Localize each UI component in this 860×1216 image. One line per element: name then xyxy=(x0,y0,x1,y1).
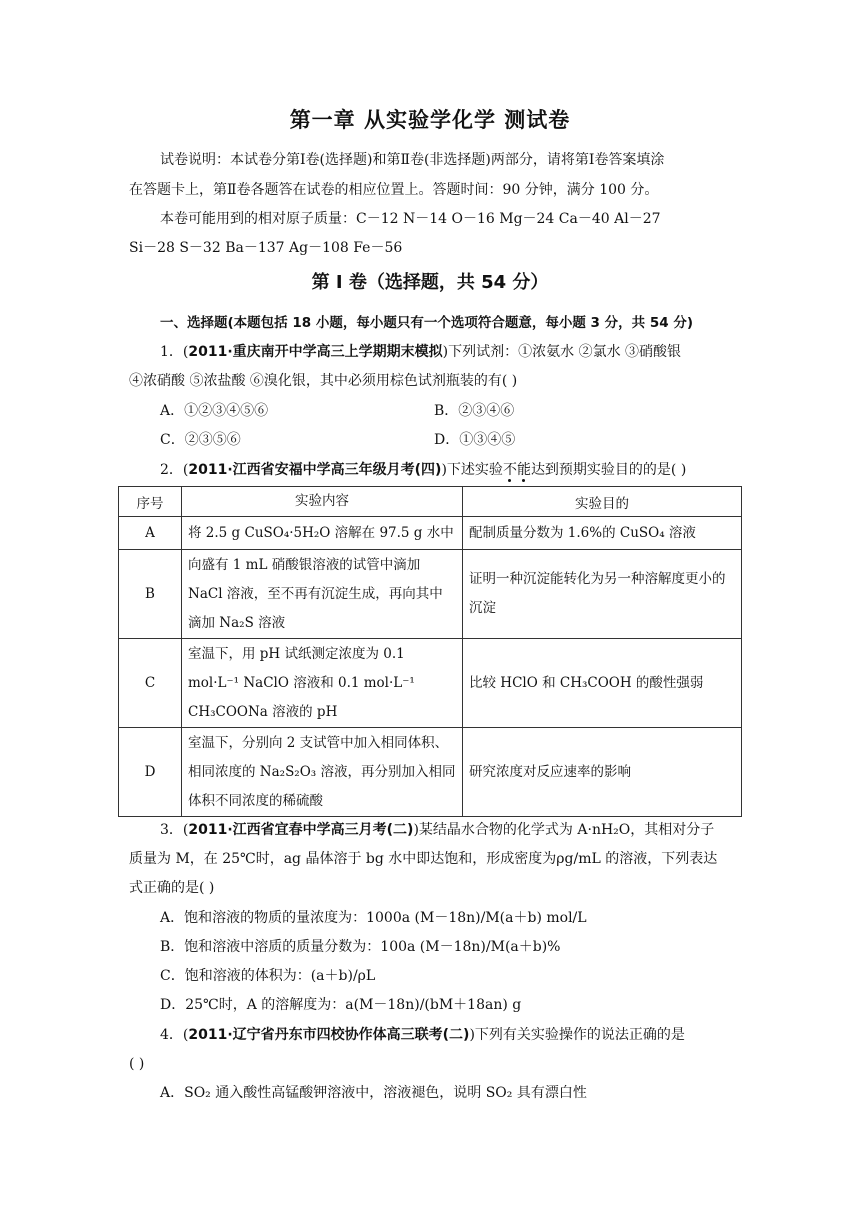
question-4-line-1 xyxy=(160,1020,772,1050)
row-content: 室温下，用 pH 试纸测定浓度为 0.1 mol·L⁻¹ NaClO 溶液和 0.1 mol·L⁻¹ CH₃COONa 溶液的 pH xyxy=(182,639,463,728)
row-content: 向盛有 1 mL 硝酸银溶液的试管中滴加 NaCl 溶液，至不再有沉淀生成，再向其中滴加 Na₂S 溶液 xyxy=(182,550,463,639)
question-3-line-3: 式正确的是( ) xyxy=(129,880,215,896)
q2-source: 2011·江西省安福中学高三年级月考(四) xyxy=(188,462,442,478)
header-goal: 实验目的 xyxy=(463,487,742,517)
row-id: C xyxy=(119,639,182,728)
q2-prefix: 2．( xyxy=(160,462,189,478)
q1-option-b: B．②③④⑥ xyxy=(434,403,515,419)
q2-emphasis-2: 能 xyxy=(516,462,531,478)
q1-stem: )下列试剂：①浓氨水 ②氯水 ③硝酸银 xyxy=(442,344,682,360)
q3-prefix: 3．( xyxy=(160,822,189,838)
q4-prefix: 4．( xyxy=(160,1027,189,1043)
row-goal: 配制质量分数为 1.6%的 CuSO₄ 溶液 xyxy=(463,517,742,550)
part-heading: 一、选择题(本题包括 18 小题，每小题只有一个选项符合题意，每小题 3 分，共 54 分) xyxy=(160,315,694,331)
q3-stem: )某结晶水合物的化学式为 A·nH₂O，其相对分子 xyxy=(413,822,715,838)
question-1-line-1 xyxy=(160,337,772,367)
row-id: D xyxy=(119,728,182,817)
q1-option-a: A．①②③④⑤⑥ xyxy=(160,403,269,419)
q1-source: 2011·重庆南开中学高三上学期期末模拟 xyxy=(188,344,443,360)
q1-option-d: D．①③④⑤ xyxy=(434,432,516,448)
header-content: 实验内容 xyxy=(182,487,463,517)
instructions-line-1: 试卷说明：本试卷分第Ⅰ卷(选择题)和第Ⅱ卷(非选择题)两部分，请将第Ⅰ卷答案填涂 xyxy=(160,152,665,168)
atomic-mass-line-1: 本卷可能用到的相对原子质量：C－12 N－14 O－16 Mg－24 Ca－40 Al－27 xyxy=(160,211,661,227)
table-row xyxy=(119,728,742,817)
q1-option-c: C．②③⑤⑥ xyxy=(160,432,241,448)
table-row xyxy=(119,639,742,728)
atomic-mass-line-2: Si－28 S－32 Ba－137 Ag－108 Fe－56 xyxy=(129,240,403,256)
row-goal: 证明一种沉淀能转化为另一种溶解度更小的沉淀 xyxy=(463,550,742,639)
q1-prefix: 1．( xyxy=(160,344,189,360)
q3-option-d: D．25℃时，A 的溶解度为：a(M－18n)/(bM＋18an) g xyxy=(160,997,522,1013)
table-row xyxy=(119,517,742,550)
row-goal: 研究浓度对反应速率的影响 xyxy=(463,728,742,817)
section-title: 第 I 卷（选择题，共 54 分） xyxy=(311,272,549,293)
question-3-line-1 xyxy=(160,815,772,845)
q4-source: 2011·辽宁省丹东市四校协作体高三联考(二) xyxy=(188,1027,470,1043)
row-content: 将 2.5 g CuSO₄·5H₂O 溶解在 97.5 g 水中 xyxy=(182,517,463,550)
table-header-row xyxy=(119,487,742,517)
page-title: 第一章 从实验学化学 测试卷 xyxy=(289,108,571,132)
q2-emphasis-1: 不 xyxy=(502,462,517,478)
q2-suffix: 达到预期实验目的的是( ) xyxy=(530,462,687,478)
q4-option-a: A．SO₂ 通入酸性高锰酸钾溶液中，溶液褪色，说明 SO₂ 具有漂白性 xyxy=(160,1085,587,1101)
row-goal: 比较 HClO 和 CH₃COOH 的酸性强弱 xyxy=(463,639,742,728)
row-id: B xyxy=(119,550,182,639)
q4-stem: )下列有关实验操作的说法正确的是 xyxy=(469,1027,685,1043)
question-4-line-2: ( ) xyxy=(129,1056,145,1072)
question-1-line-2: ④浓硝酸 ⑤浓盐酸 ⑥溴化银，其中必须用棕色试剂瓶装的有( ) xyxy=(129,373,518,389)
row-content: 室温下，分别向 2 支试管中加入相同体积、相同浓度的 Na₂S₂O₃ 溶液，再分别加入相同体积不同浓度的稀硫酸 xyxy=(182,728,463,817)
table-row xyxy=(119,550,742,639)
question-3-line-2: 质量为 M，在 25℃时，ag 晶体溶于 bg 水中即达饱和，形成密度为ρg/mL 的溶液，下列表达 xyxy=(129,851,718,867)
question-2-stem xyxy=(160,455,772,485)
q3-option-a: A．饱和溶液的物质的量浓度为：1000a (M－18n)/M(a＋b) mol/L xyxy=(160,910,587,926)
experiment-table xyxy=(118,486,742,817)
q3-source: 2011·江西省宜春中学高三月考(二) xyxy=(188,822,414,838)
q3-option-b: B．饱和溶液中溶质的质量分数为：100a (M－18n)/M(a＋b)% xyxy=(160,939,561,955)
q3-option-c: C．饱和溶液的体积为：(a＋b)/ρL xyxy=(160,968,376,984)
q2-mid: )下述实验 xyxy=(441,462,503,478)
header-index: 序号 xyxy=(119,487,182,517)
instructions-line-2: 在答题卡上，第Ⅱ卷各题答在试卷的相应位置上。答题时间：90 分钟，满分 100 分。 xyxy=(129,182,659,198)
row-id: A xyxy=(119,517,182,550)
